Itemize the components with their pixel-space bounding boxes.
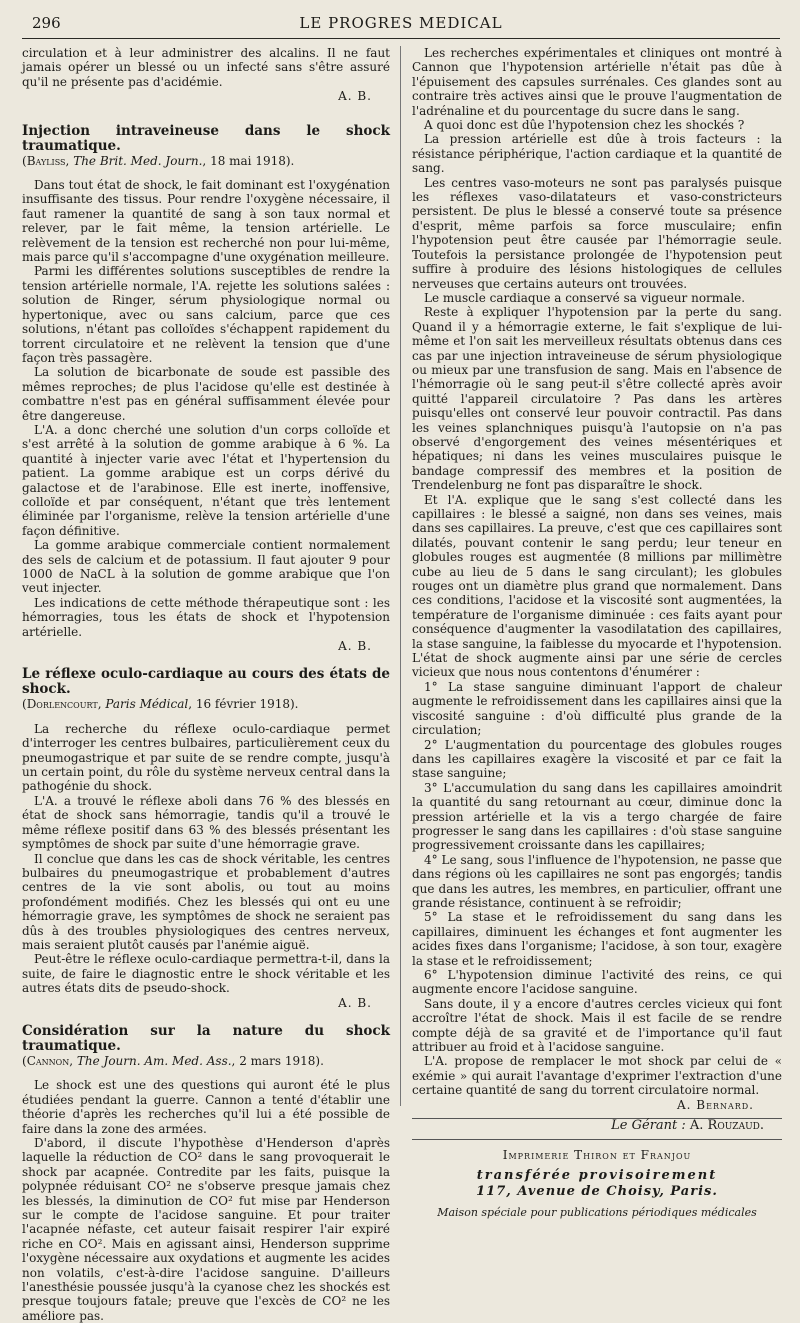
article1-signature: A. B. [338, 639, 372, 654]
article3-paragraph: Les recherches expérimentales et cliniques ont montré à Cannon que l'hypotension artérielle n'était pas dûe à l'épuisement des capsules surrénales. Ces glandes sont au contraire très actives ainsi que le prouve l'augmentation de l'adrénaline et du pourcentage du sucre dans le sang. [412, 46, 782, 118]
article3-title: Considération sur la nature du shock traumatique. [22, 1022, 390, 1054]
article1-paragraph: Parmi les différentes solutions susceptibles de rendre la tension artérielle normale, l'A. rejette les solutions salées : solution de Ringer, sérum physiologique normal ou hypertonique, avec ou sans calcium, parce que ces solutions, n'étant pas colloïdes s'échappent rapidement du torrent circulatoire et ne relèvent la tension que d'une façon très passagère. [22, 264, 390, 365]
article2-author: Dorlencourt [26, 697, 98, 712]
gerant-name: A. Rouzaud. [689, 1118, 764, 1134]
article1-paragraph: L'A. a donc cherché une solution d'un corps colloïde et s'est arrêté à la solution de gomme arabique à 6 %. La quantité à injecter varie avec l'état et l'hypertension du patient. La gomme arabique est un corps dérivé du galactose et de l'arabinose. Elle est inerte, inoffensive, colloïde et par conséquent, n'étant que très lentement éliminée par l'organisme, relève la tension artérielle d'une façon définitive. [22, 422, 390, 538]
article3-signature: A. Bernard. [676, 1097, 754, 1112]
page-header [22, 12, 780, 40]
vicious-circle-item: 3° L'accumulation du sang dans les capillaires amoindrit la quantité du sang retournant au cœur, diminue donc la pression artérielle et la vis a tergo chargée de faire progresser le sang dans les capillaires : d'où stase sanguine progressivement croissante dans les capillaires; [412, 780, 782, 853]
column-separator [400, 46, 401, 1106]
header-rule [22, 38, 780, 39]
intro-signature: A. B. [338, 89, 372, 104]
printer-relocation: transférée provisoirement [476, 1167, 718, 1183]
journal-title: LE PROGRES MEDICAL [299, 14, 503, 32]
imprint-block [412, 1148, 782, 1220]
article3-paragraph: A quoi donc est dûe l'hypotension chez les shockés ? [424, 118, 745, 133]
article1-date: 18 mai 1918). [210, 153, 295, 168]
article3-journal: The Journ. Am. Med. Ass. [76, 1053, 232, 1068]
printer-specialty: Maison spéciale pour publications périodiques médicales [437, 1205, 757, 1219]
printer-name: Imprimerie Thiron et Franjou [502, 1148, 692, 1163]
article3-date: 2 mars 1918). [239, 1053, 324, 1068]
article2-date: 16 février 1918). [195, 697, 299, 712]
article3-paragraph: Le muscle cardiaque a conservé sa vigueur normale. [424, 290, 746, 305]
vicious-circle-item: 2° L'augmentation du pourcentage des globules rouges dans les capillaires exagère la viscosité et par ce fait la stase sanguine; [412, 737, 782, 781]
article1-source: (Bayliss, The Brit. Med. Journ., 18 mai 1918). [22, 153, 295, 168]
gerant-line [412, 1119, 782, 1133]
gerant-label: Le Gérant : [611, 1118, 690, 1134]
vicious-circle-item: 5° La stase et le refroidissement du sang dans les capillaires, diminuent les échanges et font augmenter les acides fixes dans l'organisme; l'acidose, à son tour, exagère la stase et le refroidissement; [412, 910, 782, 968]
article2-paragraph: La recherche du réflexe oculo-cardiaque permet d'interroger les centres bulbaires, particulièrement ceux du pneumogastrique et par suite de se rendre compte, jusqu'à un certain point, du rôle du système nerveux central dans la pathogénie du shock. [22, 721, 390, 794]
article2-journal: Paris Médical [105, 697, 189, 712]
article3-paragraph: La pression artérielle est dûe à trois facteurs : la résistance périphérique, l'action cardiaque et la quantité de sang. [412, 132, 782, 176]
article2-paragraph: L'A. a trouvé le réflexe aboli dans 76 % des blessés en état de shock sans hémorragie, tandis qu'il a trouvé le même réflexe positif dans 63 % des blessés présentant les symptômes de shock par suite d'une hémorragie grave. [22, 793, 390, 852]
article3-author: Cannon [26, 1053, 70, 1068]
article2-paragraph: Il conclue que dans les cas de shock véritable, les centres bulbaires du pneumogastrique et probablement d'autres centres de la vie sont abolis, ou tout au moins profondément modifiés. Chez les blessés qui ont eu une hémorragie grave, les symptômes de shock ne seraient pas dûs à des troubles physiologiques des centres nerveux, mais seraient plutôt causés par l'anémie aiguë. [22, 851, 390, 952]
article1-paragraph: La solution de bicarbonate de soude est passible des mêmes reproches; de plus l'acidose qu'elle est destinée à combattre n'est pas en général suffisamment élevée pour être dangereuse. [22, 365, 390, 423]
vicious-circle-item: 1° La stase sanguine diminuant l'apport de chaleur augmente le refroidissement dans les capillaires ainsi que la viscosité sanguine : d'où difficulté plus grande de la circulation; [412, 679, 782, 738]
article1-paragraph: La gomme arabique commerciale contient normalement des sels de calcium et de potassium. Il faut ajouter 9 pour 1000 de NaCL à la solution de gomme arabique que l'on veut injecter. [22, 538, 390, 596]
article3-paragraph: Sans doute, il y a encore d'autres cercles vicieux qui font accroître l'état de shock. Mais il est facile de se rendre compte déjà de sa gravité et de l'importance qu'il faut attribuer au froid et à l'acidose sanguine. [412, 996, 782, 1055]
article1-author: Bayliss [26, 153, 66, 168]
article2-title: Le réflexe oculo-cardiaque au cours des états de shock. [22, 666, 390, 698]
article2-source: (Dorlencourt, Paris Médical, 16 février 1918). [22, 697, 299, 712]
page-number: 296 [32, 14, 61, 32]
article3-paragraph: Les centres vaso-moteurs ne sont pas paralysés puisque les réflexes vaso-dilatateurs et vaso-constricteurs persistent. De plus le blessé a conservé toute sa présence d'esprit, même parfois sa force musculaire; enfin l'hypotension peut être causée par l'hémorragie seule. Toutefois la persistance prolongée de l'hypotension peut suffire à produire des lésions histologiques de cellules nerveuses que certains auteurs ont trouvées. [412, 175, 782, 291]
article2-paragraph: Peut-être le réflexe oculo-cardiaque permettra-t-il, dans la suite, de faire le diagnostic entre le shock véritable et les autres états dits de pseudo-shock. [22, 952, 390, 996]
article1-journal: The Brit. Med. Journ. [73, 153, 203, 168]
vicious-circle-item: 6° L'hypotension diminue l'activité des reins, ce qui augmente encore l'acidose sanguine. [412, 968, 782, 997]
printer-address: 117, Avenue de Choisy, Paris. [476, 1184, 718, 1200]
article3-paragraph: D'abord, il discute l'hypothèse d'Henderson d'après laquelle la réduction de CO² dans le sang provoquerait le shock par acapnée. Contredite par les faits, puisque la polypnée réduisant CO² ne s'observe presque jamais chez les blessés, la diminution de CO² fut mise par Henderson sur le compte de l'acidose sanguine. Et pour traiter l'acapnée néfaste, cet auteur faisait respirer l'air expiré riche en CO². Mais en agissant ainsi, Henderson supprime l'oxygène nécessaire aux oxydations et augmente les acides non volatils, c'est-à-dire l'acidose sanguine. D'ailleurs l'anesthésie poussée jusqu'à la cyanose chez les shockés est presque toujours fatale; preuve que l'excès de CO² ne les améliore pas. [22, 1136, 390, 1323]
article1-paragraph: Les indications de cette méthode thérapeutique sont : les hémorragies, tous les états de shock et l'hypotension artérielle. [22, 595, 390, 639]
imprint-rule [412, 1139, 782, 1140]
article1-title: Injection intraveineuse dans le shock traumatique. [22, 122, 390, 154]
left-column [22, 46, 390, 1323]
article3-paragraph: Le shock est une des questions qui auront été le plus étudiées pendant la guerre. Cannon a tenté d'établir une théorie d'après les recherches qu'il lui a été possible de faire dans la zone des armées. [22, 1078, 390, 1136]
article3-paragraph: Et l'A. explique que le sang s'est collecté dans les capillaires : le blessé a saigné, non dans ses veines, mais dans ses capillaires. La preuve, c'est que ces capillaires sont dilatés, pouvant contenir le sang perdu; leur teneur en globules rouges est augmentée (8 millions par millimètre cube au lieu de 5 dans le sang circulant); les globules rouges ont un diamètre plus grand que normalement. Dans ces conditions, l'acidose et la viscosité sont augmentées, la température de l'organisme diminuée : ces faits ayant pour conséquence d'augmenter la vasodilatation des capillaires, la stase sanguine, la faiblesse du myocarde et l'hypotension. L'état de shock augmente ainsi par une série de cercles vicieux que nous nous contentons d'énumérer : [412, 492, 782, 680]
article3-paragraph: L'A. propose de remplacer le mot shock par celui de « exémie » qui aurait l'avantage d'exprimer l'extraction d'une certaine quantité de sang du torrent circulatoire normal. [412, 1054, 782, 1098]
vicious-circle-item: 4° Le sang, sous l'influence de l'hypotension, ne passe que dans régions où les capillaires ne sont pas engorgés; tandis que dans les autres, les membres, en particulier, offrant une grande résistance, continuent à se refroidir; [412, 852, 782, 910]
article2-signature: A. B. [338, 995, 372, 1010]
article3-paragraph: Reste à expliquer l'hypotension par la perte du sang. Quand il y a hémorragie externe, le fait s'explique de lui-même et l'on sait les merveilleux résultats obtenus dans ces cas par une injection intraveineuse de sérum physiologique ou mieux par une transfusion de sang. Mais en l'absence de l'hémorragie où le sang peut-il s'être collecté après avoir quitté l'appareil circulatoire ? Pas dans les artères puisqu'elles ont conservé leur pouvoir contractil. Pas dans les veines splanchniques puisqu'à l'autopsie on n'a pas observé d'engorgement des veines mésentériques et hépatiques; ni dans les veines musculaires puisque le bandage compressif des membres et la position de Trendelenburg ne font pas disparaître le shock. [412, 305, 782, 493]
article1-paragraph: Dans tout état de shock, le fait dominant est l'oxygénation insuffisante des tissus. Pour rendre l'oxygène nécessaire, il faut ramener la quantité de sang à son taux normal et relever, par le fait même, la tension artérielle. Le relèvement de la tension est recherché non pour lui-même, mais parce qu'il s'accompagne d'une oxygénation meilleure. [22, 178, 390, 265]
right-column [412, 46, 782, 1220]
article3-source: (Cannon, The Journ. Am. Med. Ass., 2 mars 1918). [22, 1053, 324, 1068]
intro-paragraph: circulation et à leur administrer des alcalins. Il ne faut jamais opérer un blessé ou un infecté sans s'être assuré qu'il ne présente pas d'acidémie. [22, 46, 390, 89]
